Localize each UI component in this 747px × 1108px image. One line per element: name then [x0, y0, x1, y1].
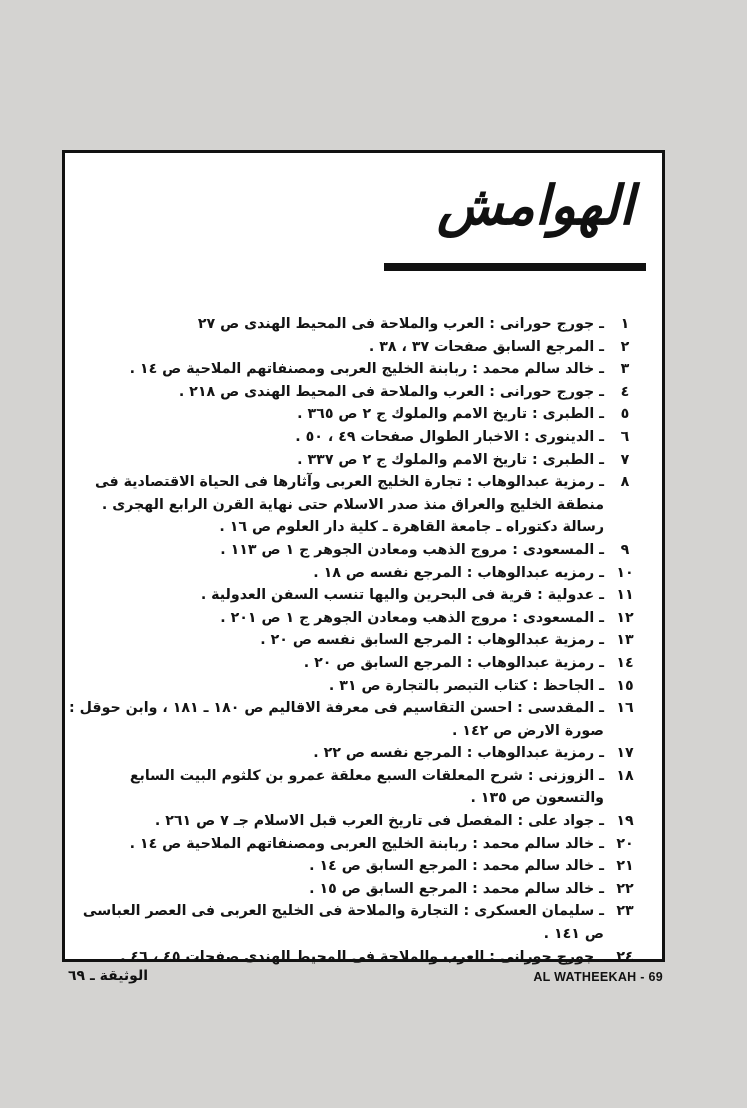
footnote-line: ـ خالد سالم محمد : ربابنة الخليج العربى ومصنفاتهم الملاحية ص ١٤ .	[129, 361, 604, 378]
footnote-item	[82, 471, 642, 539]
footnote-text	[82, 765, 608, 810]
footnote-number: ٦	[620, 428, 630, 445]
footnote-text	[82, 900, 608, 945]
footnote-number: ٩	[620, 541, 630, 558]
footnote-number: ١٧	[616, 745, 634, 762]
footnote-item	[82, 426, 642, 449]
footnote-text	[82, 358, 608, 381]
footnote-item	[82, 629, 642, 652]
footnote-number: ٧	[620, 451, 630, 468]
footnote-text	[82, 675, 608, 698]
footnote-line: ـ الزوزنى : شرح المعلقات السبع معلقة عمرو بن كلثوم البيت السابع	[129, 767, 604, 784]
footnote-number: ١٢	[616, 609, 634, 626]
footnote-number: ١٠	[616, 564, 634, 581]
footnote-number: ٤	[620, 383, 630, 400]
footnote-number: ١٣	[616, 632, 634, 649]
footnote-text	[82, 855, 608, 878]
footnote-line: ـ جورج حورانى : العرب والملاحة فى المحيط الهندى ص ٢١٨ .	[178, 383, 604, 400]
footnote-line: ـ رمزيه عبدالوهاب : المرجع نفسه ص ١٨ .	[313, 564, 604, 581]
footnote-number: ٢٣	[616, 903, 634, 920]
footnote-line: ـ المقدسى : احسن التقاسيم فى معرفة الاقاليم ص ١٨٠ ـ ١٨١ ، وابن حوقل :	[69, 700, 604, 717]
footnote-item	[82, 562, 642, 585]
footnote-text	[69, 697, 608, 742]
title-underline	[384, 263, 646, 271]
footnote-text	[82, 471, 608, 539]
footnote-text	[82, 652, 608, 675]
footnote-item	[82, 403, 642, 426]
footnote-item	[82, 449, 642, 472]
footnote-number: ٢	[620, 338, 630, 355]
footnote-line: ـ جورج حورانى : العرب والملاحة فى المحيط الهندى ص ٢٧	[197, 316, 604, 332]
footnote-item	[82, 742, 642, 765]
footnote-text	[82, 426, 608, 449]
footnote-text	[82, 584, 608, 607]
footnote-line: رسالة دكتوراه ـ جامعة القاهرة ـ كلية دار العلوم ص ١٦ .	[219, 519, 604, 536]
footnote-text	[82, 403, 608, 426]
footnote-number: ٢٢	[616, 880, 634, 897]
footnote-number: ٨	[620, 474, 630, 491]
footnote-line: صورة الارض ص ١٤٢ .	[451, 722, 604, 739]
footnote-text	[82, 629, 608, 652]
footnote-line: ـ المرجع السابق صفحات ٣٧ ، ٣٨ .	[368, 338, 604, 355]
footnote-item	[82, 833, 642, 856]
footnote-line: ص ١٤١ .	[543, 926, 604, 943]
footnote-number: ٢١	[616, 858, 634, 875]
footnote-line: ـ عدولية : قرية فى البحرين واليها تنسب السفن العدولية .	[200, 587, 604, 604]
footnote-line: ـ جواد على : المفصل فى تاريخ العرب قبل الاسلام جـ ٧ ص ٢٦١ .	[154, 813, 604, 830]
footnote-line: ـ رمزية عبدالوهاب : المرجع السابق نفسه ص ٢٠ .	[260, 632, 604, 649]
footnote-text	[82, 946, 608, 969]
footnote-text	[82, 449, 608, 472]
footnote-item	[82, 765, 642, 810]
footnote-item	[82, 878, 642, 901]
footnote-item	[82, 946, 642, 969]
footnote-text	[82, 878, 608, 901]
footnote-line: ـ الجاحظ : كتاب التبصر بالتجارة ص ٣١ .	[328, 677, 604, 694]
footnote-number: ٢٤	[616, 948, 634, 965]
footnote-line: ـ جورج حورانى : العرب والملاحة فى المحيط الهندى صفحات ٤٥ ، ٤٦ .	[120, 948, 604, 965]
footnote-line: ـ الدينورى : الاخبار الطوال صفحات ٤٩ ، ٥٠ .	[295, 428, 604, 445]
footnote-item	[69, 697, 642, 742]
footnote-item	[82, 855, 642, 878]
footnote-text	[82, 742, 608, 765]
footnote-text	[82, 381, 608, 404]
footnote-item	[82, 584, 642, 607]
page-title: الهوامش	[436, 173, 634, 237]
footnote-line: ـ المسعودى : مروج الذهب ومعادن الجوهر ج ١ ص ٢٠١ .	[220, 609, 604, 626]
footnote-number: ١٦	[616, 700, 634, 717]
footnote-item	[82, 336, 642, 359]
footnote-item	[82, 607, 642, 630]
footer-latin-page-label: AL WATHEEKAH - 69	[533, 970, 663, 984]
footnote-item	[82, 810, 642, 833]
footnote-number: ١	[620, 316, 630, 332]
footnote-item	[82, 313, 642, 336]
footnote-number: ١٨	[616, 767, 634, 784]
footnote-text	[82, 810, 608, 833]
footnote-text	[82, 313, 608, 336]
footnote-number: ١٤	[616, 654, 634, 671]
footnote-text	[82, 539, 608, 562]
footnote-number: ١٩	[616, 813, 634, 830]
footnote-line: ـ رمزية عبدالوهاب : المرجع نفسه ص ٢٢ .	[313, 745, 604, 762]
footnote-number: ٣	[620, 361, 630, 378]
footnote-line: ـ خالد سالم محمد : المرجع السابق ص ١٤ .	[309, 858, 604, 875]
footnote-item	[82, 358, 642, 381]
footnote-text	[82, 833, 608, 856]
footnote-line: ـ سليمان العسكرى : التجارة والملاحة فى الخليج العربى فى العصر العباسى	[82, 903, 604, 920]
footer-arabic-page-label: الوثيقة ـ ٦٩	[68, 968, 148, 984]
footnote-number: ١١	[616, 587, 634, 604]
footnote-item	[82, 652, 642, 675]
footnote-item	[82, 675, 642, 698]
footnote-number: ٢٠	[616, 835, 634, 852]
footnotes-list	[69, 313, 642, 968]
footnote-number: ١٥	[616, 677, 634, 694]
footnote-item	[82, 539, 642, 562]
footnote-item	[82, 900, 642, 945]
footnote-line: ـ الطبرى : تاريخ الامم والملوك ج ٢ ص ٣٦٥ .	[297, 406, 604, 423]
page-frame	[62, 150, 665, 965]
footnote-text	[82, 562, 608, 585]
footnote-line: ـ خالد سالم محمد : المرجع السابق ص ١٥ .	[309, 880, 604, 897]
page-footer	[62, 968, 665, 990]
footnote-line: ـ رمزية عبدالوهاب : تجارة الخليج العربى وآثارها فى الحياة الاقتصادية فى	[95, 474, 604, 491]
footnote-line: منطقة الخليج والعراق منذ صدر الاسلام حتى نهاية القرن الرابع الهجرى .	[101, 496, 604, 513]
footnote-text	[82, 607, 608, 630]
footnote-text	[82, 336, 608, 359]
footnote-line: ـ رمزية عبدالوهاب : المرجع السابق ص ٢٠ .	[303, 654, 604, 671]
footnote-line: والتسعون ص ١٣٥ .	[470, 790, 604, 807]
footnote-line: ـ الطبرى : تاريخ الامم والملوك ج ٢ ص ٣٣٧ .	[297, 451, 604, 468]
footnote-line: ـ خالد سالم محمد : ربابنة الخليج العربى ومصنفاتهم الملاحية ص ١٤ .	[129, 835, 604, 852]
footnote-line: ـ المسعودى : مروج الذهب ومعادن الجوهر ج ١ ص ١١٣ .	[220, 541, 604, 558]
footnote-item	[82, 381, 642, 404]
footnote-number: ٥	[620, 406, 630, 423]
